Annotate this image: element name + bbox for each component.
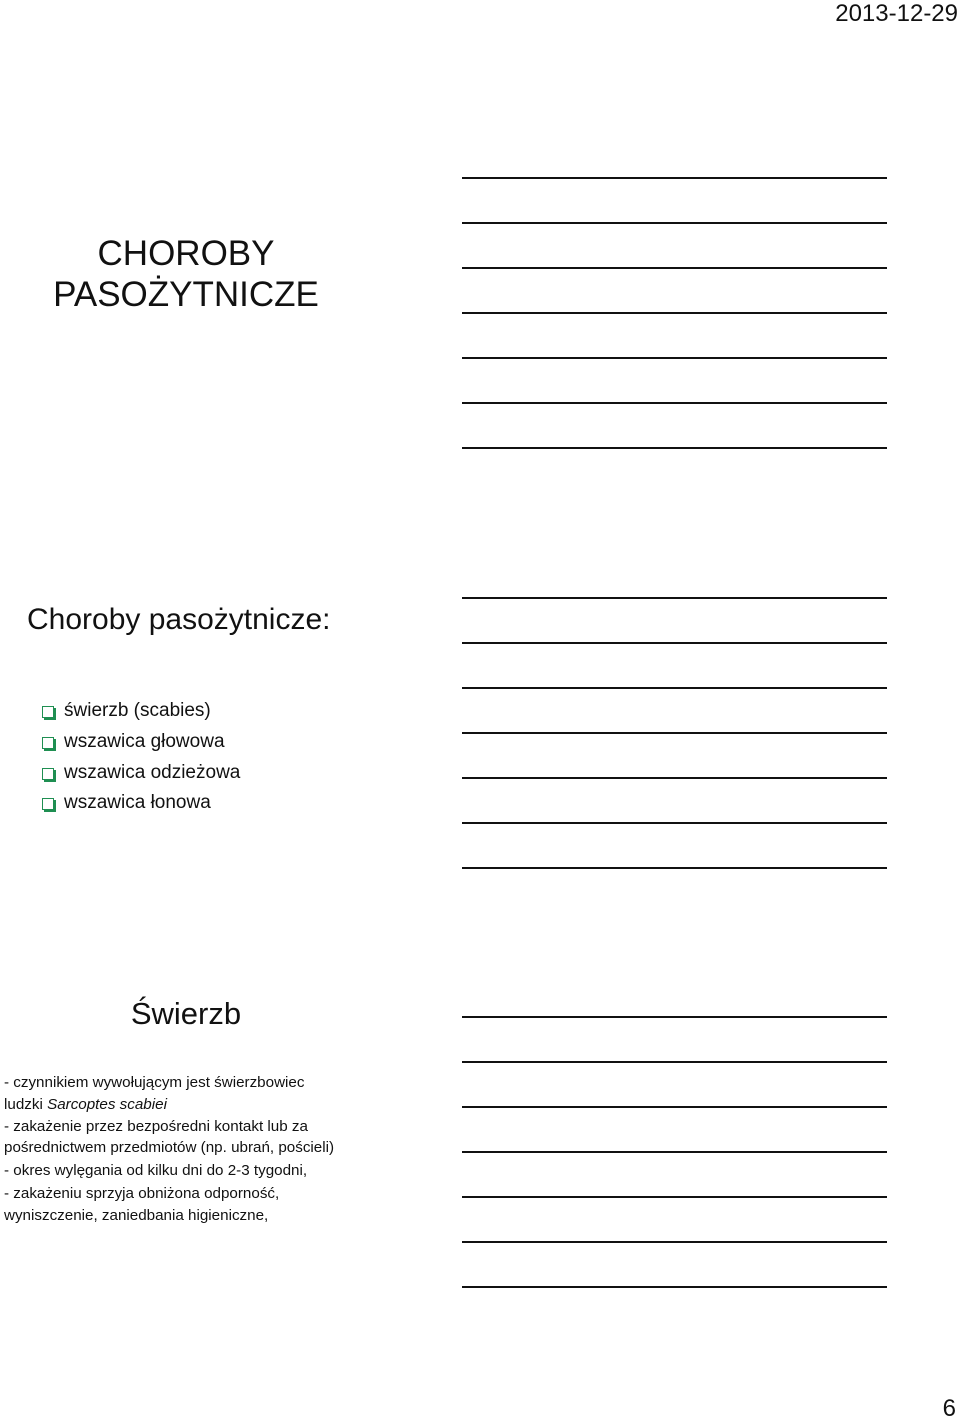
note-line	[462, 312, 887, 314]
list-item-label: świerzb (scabies)	[64, 700, 211, 722]
note-line	[462, 822, 887, 824]
note-line	[462, 267, 887, 269]
body-line-2-plain: ludzki	[4, 1095, 48, 1113]
note-line	[462, 357, 887, 359]
note-line	[462, 1016, 887, 1018]
list-item-label: wszawica głowowa	[64, 731, 225, 753]
body-line-4: pośrednictwem przedmiotów (np. ubrań, pościeli)	[4, 1139, 335, 1157]
slide-2-title: Choroby pasożytnicze:	[27, 603, 331, 636]
species-name: Sarcoptes scabiei	[47, 1095, 167, 1113]
body-line-6: - zakażeniu sprzyja obniżona odporność,	[4, 1184, 280, 1202]
note-line	[462, 597, 887, 599]
body-line-1: - czynnikiem wywołującym jest świerzbowiec	[4, 1074, 305, 1091]
list-item	[42, 788, 240, 819]
note-line	[462, 447, 887, 449]
note-line	[462, 777, 887, 779]
note-line	[462, 1241, 887, 1243]
header-date: 2013-12-29	[835, 0, 958, 27]
body-line-7: wyniszczenie, zaniedbania higieniczne,	[4, 1206, 269, 1224]
slide-3-title: Świerzb	[130, 996, 242, 1031]
note-line	[462, 732, 887, 734]
note-line	[462, 222, 887, 224]
slide-1-title-line-2: PASOŻYTNICZE	[53, 275, 319, 315]
note-line	[462, 1151, 887, 1153]
list-item	[42, 757, 240, 788]
slide-1-title	[0, 233, 372, 315]
checkbox-square-icon	[42, 798, 54, 810]
slide-3-body	[4, 1072, 444, 1227]
list-item-label: wszawica odzieżowa	[64, 761, 241, 783]
page-number: 6	[942, 1395, 956, 1422]
checkbox-square-icon	[42, 737, 54, 749]
note-line	[462, 1286, 887, 1288]
slide-1-title-line-1: CHOROBY	[97, 234, 275, 274]
checkbox-square-icon	[42, 706, 54, 718]
note-line	[462, 1061, 887, 1063]
list-item-label: wszawica łonowa	[64, 792, 211, 814]
note-line	[462, 1196, 887, 1198]
list-item	[42, 727, 240, 758]
note-line	[462, 687, 887, 689]
note-line	[462, 642, 887, 644]
list-item	[42, 696, 240, 727]
body-line-5: - okres wylęgania od kilku dni do 2-3 tygodni,	[4, 1162, 308, 1180]
body-line-2	[4, 1094, 444, 1116]
note-line	[462, 402, 887, 404]
note-line	[462, 177, 887, 179]
note-line	[462, 867, 887, 869]
bullet-list	[42, 696, 240, 819]
checkbox-square-icon	[42, 768, 54, 780]
note-line	[462, 1106, 887, 1108]
body-line-3: - zakażenie przez bezpośredni kontakt lub za	[4, 1117, 308, 1135]
